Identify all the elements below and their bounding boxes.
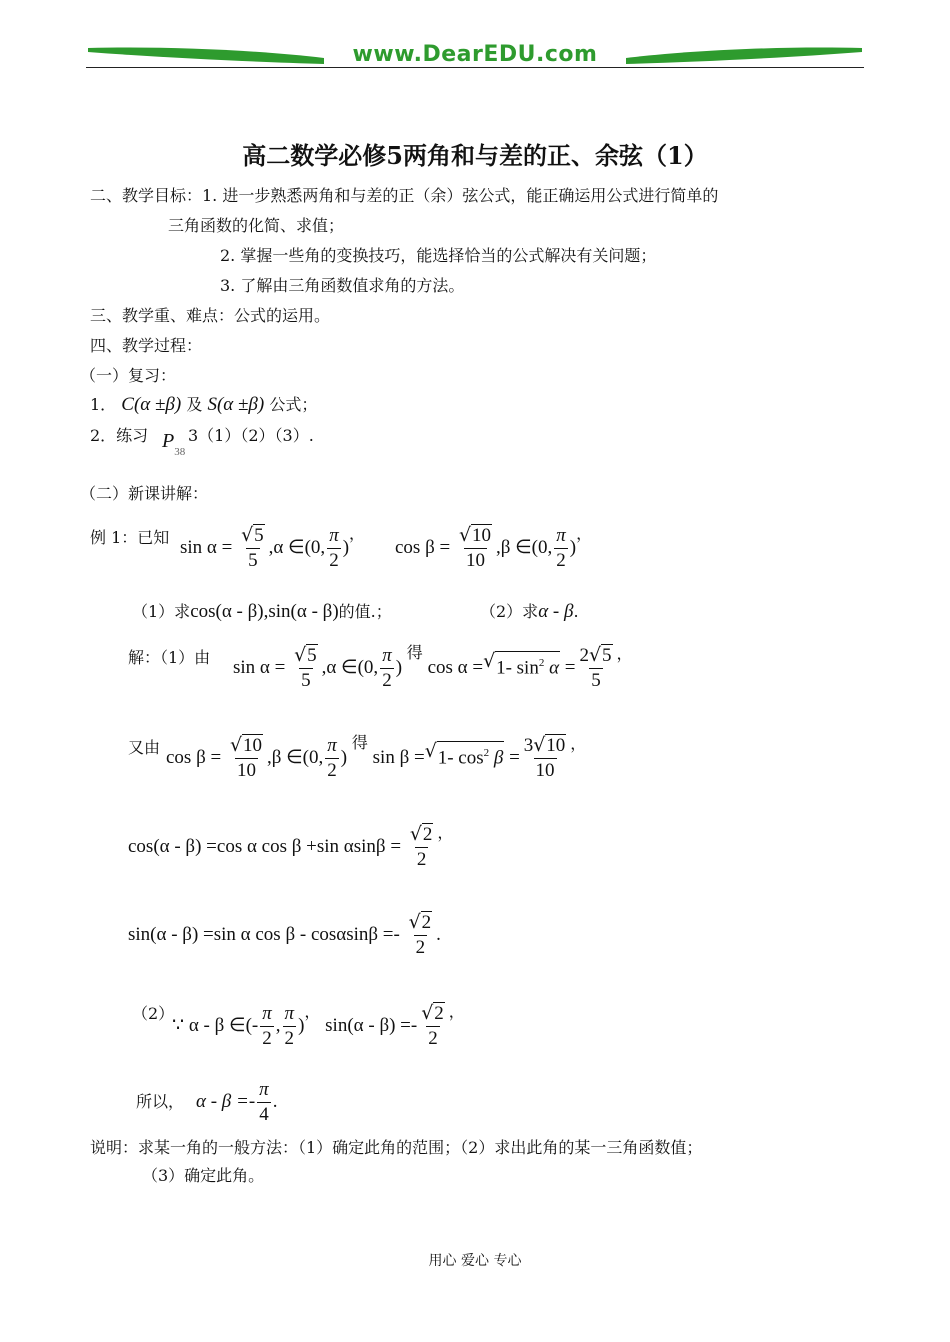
- review-item-1-tail: 公式；: [269, 395, 318, 414]
- part-2-formula: ∵ α - β ∈(- $\frac{\pi}{2}$ , $\frac{\pi}{2}$ )， sin(α - β) =- √ $\frac{2}{2}$ ，: [172, 1002, 465, 1051]
- exercise-page-ref: $P_{38}$: [162, 430, 186, 458]
- example-given-sin-alpha: sin α = √ $\frac{5}{5}$ ,α ∈(0, $\frac{\pi}{2}$ )，: [180, 524, 365, 573]
- you-you-label: 又由: [128, 738, 161, 757]
- goals-line-1: 二、教学目标：1. 进一步熟悉两角和与差的正（余）弦公式，能正确运用公式进行简单的: [90, 186, 719, 205]
- process-heading: 四、教学过程：: [90, 336, 203, 355]
- goals-line-3: 2. 掌握一些角的变换技巧，能选择恰当的公式解决有关问题；: [220, 246, 657, 265]
- exercise-page-sub: 38: [174, 446, 186, 458]
- review-heading: （一）复习：: [80, 366, 177, 385]
- result-label: 所以，: [136, 1092, 185, 1111]
- review-item-2: [90, 426, 148, 446]
- solution-step-2: cos β = √ $\frac{10}{10}$ ,β ∈(0, $\frac{\pi}{2}$ ) $^得$ sin β =√ 1- $\cos^2 \beta$ = $\frac{3√ 10}{10}$ ，: [166, 734, 586, 783]
- solution-step-1: sin α = √ $\frac{5}{5}$ ,α ∈(0, $\frac{\pi}{2}$ ) $^得$ cos α =√ 1- $\sin^2 \alpha$ = $\frac{2√ 5}{5}$ ，: [233, 644, 633, 693]
- note-line-2: （3）确定此角。: [142, 1166, 265, 1185]
- key-points: 三、教学重、难点：公式的运用。: [90, 306, 331, 325]
- page-footer: 用心 爱心 专心: [428, 1253, 522, 1269]
- review-item-1: [90, 394, 317, 416]
- header-rule: [86, 67, 864, 68]
- solution-label: 解：（1）由: [128, 648, 211, 667]
- goals-line-4: 3. 了解由三角函数值求角的方法。: [220, 276, 465, 295]
- result-formula: α - β =- $\frac{\pi}{4}$ .: [196, 1079, 278, 1125]
- review-item-1-and: 及: [186, 395, 203, 414]
- goals-line-2: 三角函数的化简、求值；: [168, 216, 345, 235]
- review-item-2-tail: 3（1）（2）（3）.: [188, 426, 314, 445]
- question-2: （2）求α - β.: [480, 601, 579, 622]
- note-line-1: 说明：求某一角的一般方法：（1）确定此角的范围；（2）求出此角的某一三角函数值；: [90, 1138, 703, 1157]
- part-2-label: （2）: [132, 1004, 175, 1023]
- example-given-cos-beta: cos β = √ $\frac{10}{10}$ ,β ∈(0, $\frac{\pi}{2}$ )，: [395, 524, 592, 573]
- cos-difference-formula: cos(α - β) =cos α cos β +sin αsinβ = √ $\frac{2}{2}$ ，: [128, 823, 453, 872]
- page-title: 高二数学必修5两角和与差的正、余弦（1）: [242, 141, 708, 170]
- question-1: （1）求cos(α - β),sin(α - β)的值.；: [132, 601, 392, 622]
- formula-c: C(α ±β): [121, 394, 182, 415]
- review-item-1-num: 1．: [90, 395, 117, 414]
- new-lesson-heading: （二）新课讲解：: [80, 484, 209, 503]
- header-site-name: www.DearEDU.com: [352, 42, 598, 67]
- formula-s: S(α ±β): [207, 394, 265, 415]
- example-label: 例 1：已知: [90, 528, 170, 547]
- sin-difference-formula: sin(α - β) =sin α cos β - cosαsinβ =- √ $\frac{2}{2}$ .: [128, 911, 441, 960]
- review-item-2-num: 2．练习: [90, 426, 149, 445]
- header-banner: [86, 40, 864, 70]
